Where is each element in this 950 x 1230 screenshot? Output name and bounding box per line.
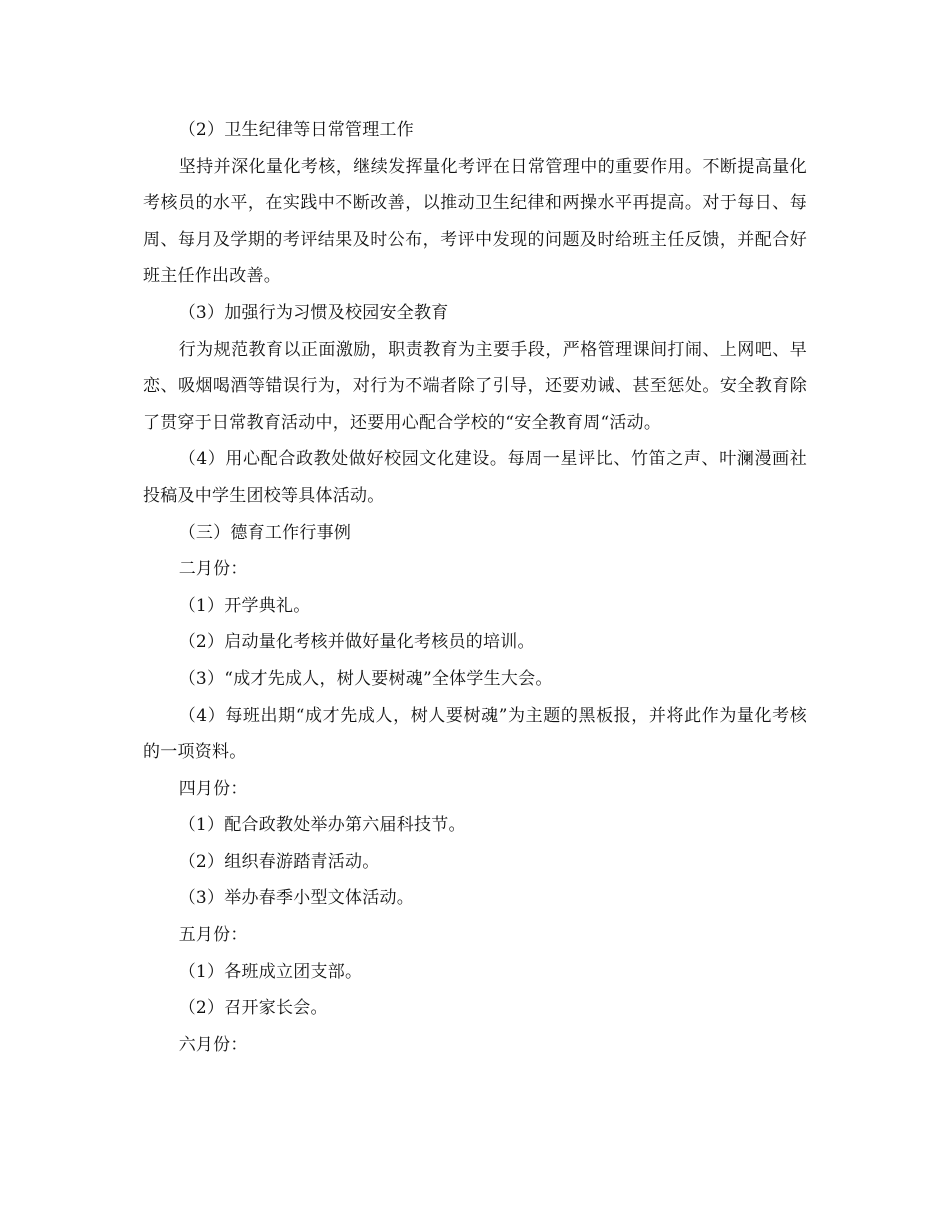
list-item: （3）“成才先成人，树人要树魂”全体学生大会。 [178, 668, 553, 689]
document-page [143, 112, 807, 1063]
list-item: （2）启动量化考核并做好量化考核员的培训。 [178, 632, 535, 653]
section-heading-moral-education-calendar: （三）德育工作行事例 [178, 522, 352, 543]
month-heading-february: 二月份： [178, 559, 248, 580]
month-heading-may: 五月份： [178, 925, 248, 946]
list-item: （4）每班出期“成才先成人，树人要树魂”为主题的黑板报，并将此作为量化考核的一项资料。 [143, 705, 807, 763]
month-heading-june: 六月份： [178, 1034, 248, 1055]
subheading-behavior-safety: （3）加强行为习惯及校园安全教育 [178, 302, 449, 323]
list-item: （3）举办春季小型文体活动。 [178, 888, 415, 909]
month-heading-april: 四月份： [178, 778, 248, 799]
paragraph-behavior-education: 行为规范教育以正面激励，职责教育为主要手段，严格管理课间打闹、上网吧、早恋、吸烟喝酒等错误行为，对行为不端者除了引导，还要劝诫、甚至惩处。安全教育除了贯穿于日常教育活动中，还要用心配合学校的“安全教育周“活动。 [143, 339, 807, 433]
list-item: （1）开学典礼。 [178, 595, 311, 616]
list-item: （1）各班成立团支部。 [178, 961, 363, 982]
list-item: （2）组织春游踏青活动。 [178, 851, 380, 872]
paragraph-campus-culture: （4）用心配合政教处做好校园文化建设。每周一星评比、竹笛之声、叶澜漫画社投稿及中学生团校等具体活动。 [143, 449, 807, 506]
list-item: （1）配合政教处举办第六届科技节。 [178, 815, 466, 836]
subheading-hygiene-discipline: （2）卫生纪律等日常管理工作 [178, 120, 415, 140]
paragraph-quantified-assessment: 坚持并深化量化考核，继续发挥量化考评在日常管理中的重要作用。不断提高量化考核员的水平，在实践中不断改善，以推动卫生纪律和两操水平再提高。对于每日、每周、每月及学期的考评结果及时公布，考评中发现的问题及时给班主任反馈，并配合好班主任作出改善。 [143, 156, 807, 287]
list-item: （2）召开家长会。 [178, 998, 328, 1019]
